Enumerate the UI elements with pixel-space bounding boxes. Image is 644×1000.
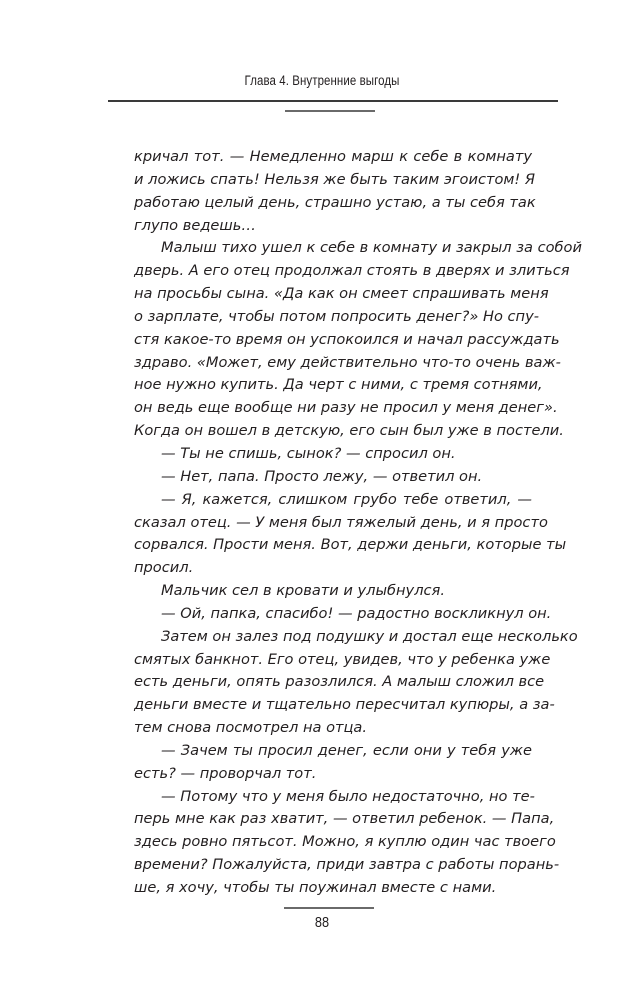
text-line: Когда он вошел в детскую, его сын был уже в постели. xyxy=(134,422,564,440)
text-line: на просьбы сына. «Да как он смеет спрашивать меня xyxy=(134,285,549,303)
text-line: он ведь еще вообще ни разу не просил у меня денег». xyxy=(134,399,558,417)
text-line: стя какое-то время он успокоился и начал рассуждать xyxy=(134,330,560,348)
page-number: 88 xyxy=(314,914,330,931)
text-line: кричал тот. — Немедленно марш к себе в комнату xyxy=(134,148,532,165)
text-line: Затем он залез под подушку и достал еще несколько xyxy=(161,627,578,645)
running-header-title: Глава 4. Внутренние выгоды xyxy=(244,73,400,88)
text-line: — Ой, папка, спасибо! — радостно воскликнул он. xyxy=(161,604,552,622)
text-line: Мальчик сел в кровати и улыбнулся. xyxy=(161,582,445,600)
text-line: просил. xyxy=(134,559,194,577)
text-line: и ложись спать! Нельзя же быть таким эгоистом! Я xyxy=(134,170,536,188)
text-line: дверь. А его отец продолжал стоять в дверях и злиться xyxy=(134,262,570,280)
text-line: есть? — проворчал тот. xyxy=(134,764,317,782)
text-line: — Зачем ты просил денег, если они у тебя уже xyxy=(161,741,532,759)
header-divider xyxy=(108,100,558,102)
text-line: работаю целый день, страшно устаю, а ты себя так xyxy=(134,193,536,211)
text-line: здраво. «Может, ему действительно что-то очень важ- xyxy=(134,353,561,371)
text-line: сорвался. Прости меня. Вот, держи деньги, которые ты xyxy=(134,536,567,554)
text-line: есть деньги, опять разозлился. А малыш сложил все xyxy=(134,673,545,691)
text-line: смятых банкнот. Его отец, увидев, что у ребенка уже xyxy=(134,650,551,668)
text-line: здесь ровно пятьсот. Можно, я куплю один час твоего xyxy=(134,833,556,851)
body-text xyxy=(134,146,582,900)
text-line: глупо ведешь… xyxy=(134,216,256,234)
text-line: — Потому что у меня было недостаточно, но те- xyxy=(161,787,535,805)
text-line: перь мне как раз хватит, — ответил ребенок. — Папа, xyxy=(134,810,555,828)
text-line: времени? Пожалуйста, приди завтра с работы порань- xyxy=(134,856,560,874)
text-line: ное нужно купить. Да черт с ними, с тремя сотнями, xyxy=(134,376,543,394)
text-line: — Ты не спишь, сынок? — спросил он. xyxy=(161,444,456,462)
text-line: — Я, кажется, слишком грубо тебе ответил, — xyxy=(161,490,532,508)
text-line: тем снова посмотрел на отца. xyxy=(134,719,368,737)
text-line: Малыш тихо ушел к себе в комнату и закрыл за собой xyxy=(161,239,582,257)
footer-short-rule xyxy=(284,907,374,909)
text-line: ше, я хочу, чтобы ты поужинал вместе с нами. xyxy=(134,879,497,896)
text-line: о зарплате, чтобы потом попросить денег?» Но спу- xyxy=(134,307,539,325)
header-short-rule xyxy=(285,110,375,112)
text-line: — Нет, папа. Просто лежу, — ответил он. xyxy=(161,467,483,485)
text-line: деньги вместе и тщательно пересчитал купюры, а за- xyxy=(134,696,555,714)
text-line: сказал отец. — У меня был тяжелый день, и я просто xyxy=(134,513,548,531)
